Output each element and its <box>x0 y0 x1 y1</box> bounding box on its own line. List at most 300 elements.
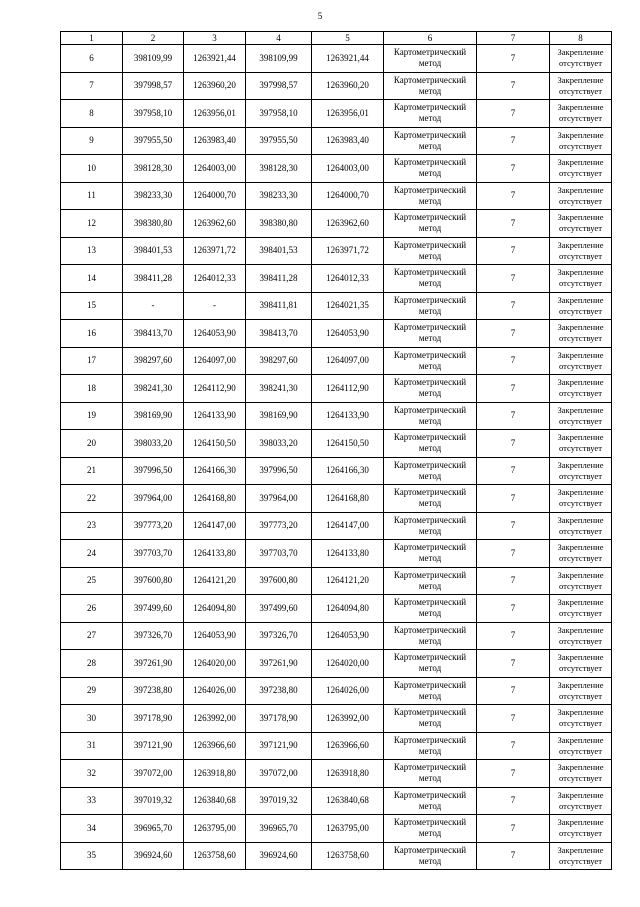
method-text: метод <box>418 745 442 756</box>
method-text: Картометрический <box>393 459 467 470</box>
method-text: метод <box>418 498 442 509</box>
method-text: Картометрический <box>393 569 467 580</box>
y-new-cell: 1264147,00 <box>312 512 384 540</box>
table-row <box>61 155 612 183</box>
x-old-cell: 398169,90 <box>123 402 184 430</box>
y-new-cell: 1264133,90 <box>312 402 384 430</box>
table-row <box>61 127 612 155</box>
fixation-cell <box>550 375 612 403</box>
accuracy-cell: 7 <box>477 732 550 760</box>
method-text: Картометрический <box>393 47 467 58</box>
y-new-cell: 1264003,00 <box>312 155 384 183</box>
accuracy-cell: 7 <box>477 292 550 320</box>
point-number-cell: 35 <box>61 842 123 870</box>
y-new-cell: 1263840,68 <box>312 787 384 815</box>
fixation-text: отсутствует <box>559 113 602 124</box>
y-old-cell: 1263960,20 <box>184 72 246 100</box>
method-text: метод <box>418 250 442 261</box>
y-old-cell: 1264133,90 <box>184 402 246 430</box>
y-old-cell: 1263840,68 <box>184 787 246 815</box>
x-old-cell: 397261,90 <box>123 650 184 678</box>
method-text: метод <box>418 635 442 646</box>
point-number-cell: 16 <box>61 320 123 348</box>
method-cell <box>384 457 477 485</box>
point-number-cell: 20 <box>61 430 123 458</box>
x-new-cell: 398233,30 <box>246 182 312 210</box>
fixation-text: Закрепление <box>557 102 604 113</box>
method-cell <box>384 622 477 650</box>
fixation-text: Закрепление <box>557 734 604 745</box>
method-cell <box>384 815 477 843</box>
y-old-cell: - <box>184 292 246 320</box>
fixation-cell <box>550 210 612 238</box>
table-row <box>61 677 612 705</box>
method-text: Картометрический <box>393 817 467 828</box>
method-text: метод <box>418 415 442 426</box>
x-old-cell: 398033,20 <box>123 430 184 458</box>
fixation-text: Закрепление <box>557 294 604 305</box>
method-cell <box>384 100 477 128</box>
method-text: Картометрический <box>393 129 467 140</box>
y-old-cell: 1264112,90 <box>184 375 246 403</box>
fixation-text: отсутствует <box>559 278 602 289</box>
table-row <box>61 402 612 430</box>
x-new-cell: 397998,57 <box>246 72 312 100</box>
x-new-cell: 398128,30 <box>246 155 312 183</box>
fixation-text: отсутствует <box>559 388 602 399</box>
method-text: метод <box>418 553 442 564</box>
table-row <box>61 45 612 73</box>
method-text: Картометрический <box>393 157 467 168</box>
column-header: 4 <box>246 32 312 45</box>
point-number-cell: 10 <box>61 155 123 183</box>
table-row <box>61 842 612 870</box>
y-old-cell: 1264012,33 <box>184 265 246 293</box>
table-row <box>61 787 612 815</box>
x-old-cell: 397326,70 <box>123 622 184 650</box>
fixation-text: Закрепление <box>557 74 604 85</box>
method-cell <box>384 787 477 815</box>
x-new-cell: 397019,32 <box>246 787 312 815</box>
point-number-cell: 9 <box>61 127 123 155</box>
x-new-cell: 396924,60 <box>246 842 312 870</box>
accuracy-cell: 7 <box>477 787 550 815</box>
fixation-text: Закрепление <box>557 212 604 223</box>
x-old-cell: 397499,60 <box>123 595 184 623</box>
table-row <box>61 595 612 623</box>
table-header-row <box>61 32 612 45</box>
point-number-cell: 31 <box>61 732 123 760</box>
method-text: Картометрический <box>393 624 467 635</box>
fixation-cell <box>550 127 612 155</box>
table-row <box>61 815 612 843</box>
point-number-cell: 12 <box>61 210 123 238</box>
x-old-cell: - <box>123 292 184 320</box>
x-new-cell: 398401,53 <box>246 237 312 265</box>
fixation-cell <box>550 320 612 348</box>
table-row <box>61 622 612 650</box>
method-text: метод <box>418 223 442 234</box>
fixation-text: Закрепление <box>557 624 604 635</box>
method-cell <box>384 237 477 265</box>
method-text: Картометрический <box>393 349 467 360</box>
method-text: метод <box>418 443 442 454</box>
fixation-text: отсутствует <box>559 140 602 151</box>
fixation-cell <box>550 622 612 650</box>
accuracy-cell: 7 <box>477 402 550 430</box>
method-text: Картометрический <box>393 294 467 305</box>
x-new-cell: 397958,10 <box>246 100 312 128</box>
method-text: Картометрический <box>393 377 467 388</box>
fixation-cell <box>550 842 612 870</box>
fixation-text: Закрепление <box>557 239 604 250</box>
y-old-cell: 1264147,00 <box>184 512 246 540</box>
x-new-cell: 398169,90 <box>246 402 312 430</box>
x-old-cell: 397964,00 <box>123 485 184 513</box>
method-text: метод <box>418 525 442 536</box>
point-number-cell: 26 <box>61 595 123 623</box>
fixation-text: отсутствует <box>559 498 602 509</box>
method-text: Картометрический <box>393 707 467 718</box>
table-row <box>61 512 612 540</box>
fixation-text: Закрепление <box>557 652 604 663</box>
y-old-cell: 1264053,90 <box>184 622 246 650</box>
point-number-cell: 15 <box>61 292 123 320</box>
point-number-cell: 7 <box>61 72 123 100</box>
x-old-cell: 398297,60 <box>123 347 184 375</box>
point-number-cell: 22 <box>61 485 123 513</box>
x-new-cell: 397238,80 <box>246 677 312 705</box>
fixation-cell <box>550 595 612 623</box>
y-new-cell: 1264166,30 <box>312 457 384 485</box>
method-text: метод <box>418 773 442 784</box>
method-text: метод <box>418 690 442 701</box>
fixation-cell <box>550 787 612 815</box>
point-number-cell: 33 <box>61 787 123 815</box>
x-old-cell: 397703,70 <box>123 540 184 568</box>
x-new-cell: 397703,70 <box>246 540 312 568</box>
fixation-text: Закрепление <box>557 404 604 415</box>
point-number-cell: 28 <box>61 650 123 678</box>
method-cell <box>384 72 477 100</box>
fixation-text: отсутствует <box>559 360 602 371</box>
x-old-cell: 397996,50 <box>123 457 184 485</box>
fixation-text: Закрепление <box>557 817 604 828</box>
table-row <box>61 760 612 788</box>
coordinates-table <box>60 31 612 870</box>
x-new-cell: 397773,20 <box>246 512 312 540</box>
x-new-cell: 397261,90 <box>246 650 312 678</box>
fixation-text: Закрепление <box>557 789 604 800</box>
accuracy-cell: 7 <box>477 622 550 650</box>
method-text: метод <box>418 360 442 371</box>
x-old-cell: 397019,32 <box>123 787 184 815</box>
y-new-cell: 1264150,50 <box>312 430 384 458</box>
fixation-text: отсутствует <box>559 690 602 701</box>
y-old-cell: 1263983,40 <box>184 127 246 155</box>
point-number-cell: 30 <box>61 705 123 733</box>
y-new-cell: 1263992,00 <box>312 705 384 733</box>
x-old-cell: 397072,00 <box>123 760 184 788</box>
column-header: 6 <box>384 32 477 45</box>
method-text: Картометрический <box>393 679 467 690</box>
fixation-cell <box>550 650 612 678</box>
method-cell <box>384 155 477 183</box>
x-new-cell: 397996,50 <box>246 457 312 485</box>
x-new-cell: 397955,50 <box>246 127 312 155</box>
fixation-text: отсутствует <box>559 333 602 344</box>
table-row <box>61 650 612 678</box>
method-text: Картометрический <box>393 239 467 250</box>
fixation-text: Закрепление <box>557 707 604 718</box>
accuracy-cell: 7 <box>477 457 550 485</box>
point-number-cell: 32 <box>61 760 123 788</box>
accuracy-cell: 7 <box>477 842 550 870</box>
fixation-cell <box>550 45 612 73</box>
fixation-text: отсутствует <box>559 525 602 536</box>
fixation-text: Закрепление <box>557 569 604 580</box>
point-number-cell: 8 <box>61 100 123 128</box>
method-text: Картометрический <box>393 102 467 113</box>
fixation-text: отсутствует <box>559 415 602 426</box>
table-row <box>61 265 612 293</box>
method-text: метод <box>418 800 442 811</box>
method-text: Картометрический <box>393 542 467 553</box>
x-new-cell: 398241,30 <box>246 375 312 403</box>
x-new-cell: 398411,81 <box>246 292 312 320</box>
fixation-text: отсутствует <box>559 745 602 756</box>
y-old-cell: 1264121,20 <box>184 567 246 595</box>
accuracy-cell: 7 <box>477 100 550 128</box>
table-row <box>61 320 612 348</box>
fixation-text: отсутствует <box>559 223 602 234</box>
fixation-cell <box>550 182 612 210</box>
y-new-cell: 1264168,80 <box>312 485 384 513</box>
method-text: Картометрический <box>393 652 467 663</box>
fixation-cell <box>550 677 612 705</box>
x-new-cell: 398413,70 <box>246 320 312 348</box>
y-new-cell: 1263966,60 <box>312 732 384 760</box>
y-old-cell: 1264094,80 <box>184 595 246 623</box>
method-text: Картометрический <box>393 322 467 333</box>
fixation-cell <box>550 815 612 843</box>
method-text: Картометрический <box>393 789 467 800</box>
table-row <box>61 567 612 595</box>
column-header: 7 <box>477 32 550 45</box>
y-new-cell: 1264026,00 <box>312 677 384 705</box>
table-row <box>61 347 612 375</box>
table-row <box>61 292 612 320</box>
table-row <box>61 100 612 128</box>
fixation-text: отсутствует <box>559 305 602 316</box>
y-new-cell: 1264000,70 <box>312 182 384 210</box>
fixation-cell <box>550 540 612 568</box>
point-number-cell: 18 <box>61 375 123 403</box>
accuracy-cell: 7 <box>477 347 550 375</box>
y-old-cell: 1264000,70 <box>184 182 246 210</box>
accuracy-cell: 7 <box>477 265 550 293</box>
method-cell <box>384 567 477 595</box>
method-cell <box>384 320 477 348</box>
fixation-cell <box>550 485 612 513</box>
method-text: метод <box>418 663 442 674</box>
table-row <box>61 705 612 733</box>
x-new-cell: 396965,70 <box>246 815 312 843</box>
method-cell <box>384 595 477 623</box>
method-cell <box>384 375 477 403</box>
method-cell <box>384 210 477 238</box>
method-cell <box>384 402 477 430</box>
y-new-cell: 1264112,90 <box>312 375 384 403</box>
y-old-cell: 1264053,90 <box>184 320 246 348</box>
fixation-cell <box>550 732 612 760</box>
column-header: 3 <box>184 32 246 45</box>
accuracy-cell: 7 <box>477 237 550 265</box>
x-new-cell: 397964,00 <box>246 485 312 513</box>
fixation-text: Закрепление <box>557 679 604 690</box>
fixation-text: Закрепление <box>557 157 604 168</box>
fixation-text: отсутствует <box>559 663 602 674</box>
method-text: метод <box>418 388 442 399</box>
table-row <box>61 457 612 485</box>
point-number-cell: 11 <box>61 182 123 210</box>
column-header: 5 <box>312 32 384 45</box>
method-text: Картометрический <box>393 734 467 745</box>
table-row <box>61 430 612 458</box>
method-cell <box>384 127 477 155</box>
y-old-cell: 1264133,80 <box>184 540 246 568</box>
y-new-cell: 1264053,90 <box>312 320 384 348</box>
accuracy-cell: 7 <box>477 512 550 540</box>
x-old-cell: 397178,90 <box>123 705 184 733</box>
y-old-cell: 1263921,44 <box>184 45 246 73</box>
fixation-text: отсутствует <box>559 800 602 811</box>
fixation-text: отсутствует <box>559 85 602 96</box>
x-new-cell: 398411,28 <box>246 265 312 293</box>
x-old-cell: 398380,80 <box>123 210 184 238</box>
table-body <box>61 45 612 870</box>
fixation-cell <box>550 567 612 595</box>
x-old-cell: 398401,53 <box>123 237 184 265</box>
method-text: Картометрический <box>393 184 467 195</box>
table-row <box>61 732 612 760</box>
x-old-cell: 397773,20 <box>123 512 184 540</box>
method-text: Картометрический <box>393 487 467 498</box>
x-old-cell: 397600,80 <box>123 567 184 595</box>
y-new-cell: 1264097,00 <box>312 347 384 375</box>
method-text: Картометрический <box>393 267 467 278</box>
point-number-cell: 29 <box>61 677 123 705</box>
method-cell <box>384 540 477 568</box>
method-text: Картометрический <box>393 212 467 223</box>
column-header: 8 <box>550 32 612 45</box>
y-old-cell: 1263956,01 <box>184 100 246 128</box>
fixation-text: Закрепление <box>557 47 604 58</box>
fixation-cell <box>550 72 612 100</box>
method-cell <box>384 842 477 870</box>
fixation-text: Закрепление <box>557 267 604 278</box>
fixation-text: отсутствует <box>559 250 602 261</box>
y-new-cell: 1263960,20 <box>312 72 384 100</box>
fixation-cell <box>550 402 612 430</box>
fixation-cell <box>550 237 612 265</box>
method-text: метод <box>418 85 442 96</box>
method-text: метод <box>418 855 442 866</box>
x-old-cell: 398241,30 <box>123 375 184 403</box>
x-new-cell: 397072,00 <box>246 760 312 788</box>
method-text: метод <box>418 168 442 179</box>
y-new-cell: 1264053,90 <box>312 622 384 650</box>
fixation-cell <box>550 155 612 183</box>
y-new-cell: 1264012,33 <box>312 265 384 293</box>
y-old-cell: 1263795,00 <box>184 815 246 843</box>
x-new-cell: 397600,80 <box>246 567 312 595</box>
x-old-cell: 397955,50 <box>123 127 184 155</box>
accuracy-cell: 7 <box>477 677 550 705</box>
accuracy-cell: 7 <box>477 705 550 733</box>
y-old-cell: 1264166,30 <box>184 457 246 485</box>
fixation-text: отсутствует <box>559 718 602 729</box>
method-cell <box>384 430 477 458</box>
fixation-cell <box>550 430 612 458</box>
point-number-cell: 25 <box>61 567 123 595</box>
fixation-cell <box>550 100 612 128</box>
x-old-cell: 397958,10 <box>123 100 184 128</box>
y-new-cell: 1264021,35 <box>312 292 384 320</box>
accuracy-cell: 7 <box>477 760 550 788</box>
x-old-cell: 398128,30 <box>123 155 184 183</box>
method-cell <box>384 732 477 760</box>
method-text: Картометрический <box>393 514 467 525</box>
fixation-text: Закрепление <box>557 129 604 140</box>
table-row <box>61 182 612 210</box>
x-old-cell: 396924,60 <box>123 842 184 870</box>
point-number-cell: 23 <box>61 512 123 540</box>
method-cell <box>384 705 477 733</box>
method-text: метод <box>418 580 442 591</box>
point-number-cell: 27 <box>61 622 123 650</box>
method-text: метод <box>418 470 442 481</box>
fixation-text: отсутствует <box>559 470 602 481</box>
x-old-cell: 398413,70 <box>123 320 184 348</box>
accuracy-cell: 7 <box>477 430 550 458</box>
accuracy-cell: 7 <box>477 567 550 595</box>
method-cell <box>384 485 477 513</box>
accuracy-cell: 7 <box>477 595 550 623</box>
accuracy-cell: 7 <box>477 485 550 513</box>
accuracy-cell: 7 <box>477 182 550 210</box>
x-old-cell: 398411,28 <box>123 265 184 293</box>
y-old-cell: 1263971,72 <box>184 237 246 265</box>
method-text: метод <box>418 608 442 619</box>
method-cell <box>384 292 477 320</box>
method-text: метод <box>418 305 442 316</box>
method-text: Картометрический <box>393 74 467 85</box>
point-number-cell: 24 <box>61 540 123 568</box>
accuracy-cell: 7 <box>477 540 550 568</box>
x-old-cell: 397238,80 <box>123 677 184 705</box>
fixation-text: отсутствует <box>559 635 602 646</box>
fixation-cell <box>550 292 612 320</box>
accuracy-cell: 7 <box>477 127 550 155</box>
y-old-cell: 1264168,80 <box>184 485 246 513</box>
y-new-cell: 1263758,60 <box>312 842 384 870</box>
column-header: 2 <box>123 32 184 45</box>
column-header: 1 <box>61 32 123 45</box>
accuracy-cell: 7 <box>477 155 550 183</box>
fixation-text: отсутствует <box>559 828 602 839</box>
x-new-cell: 398380,80 <box>246 210 312 238</box>
